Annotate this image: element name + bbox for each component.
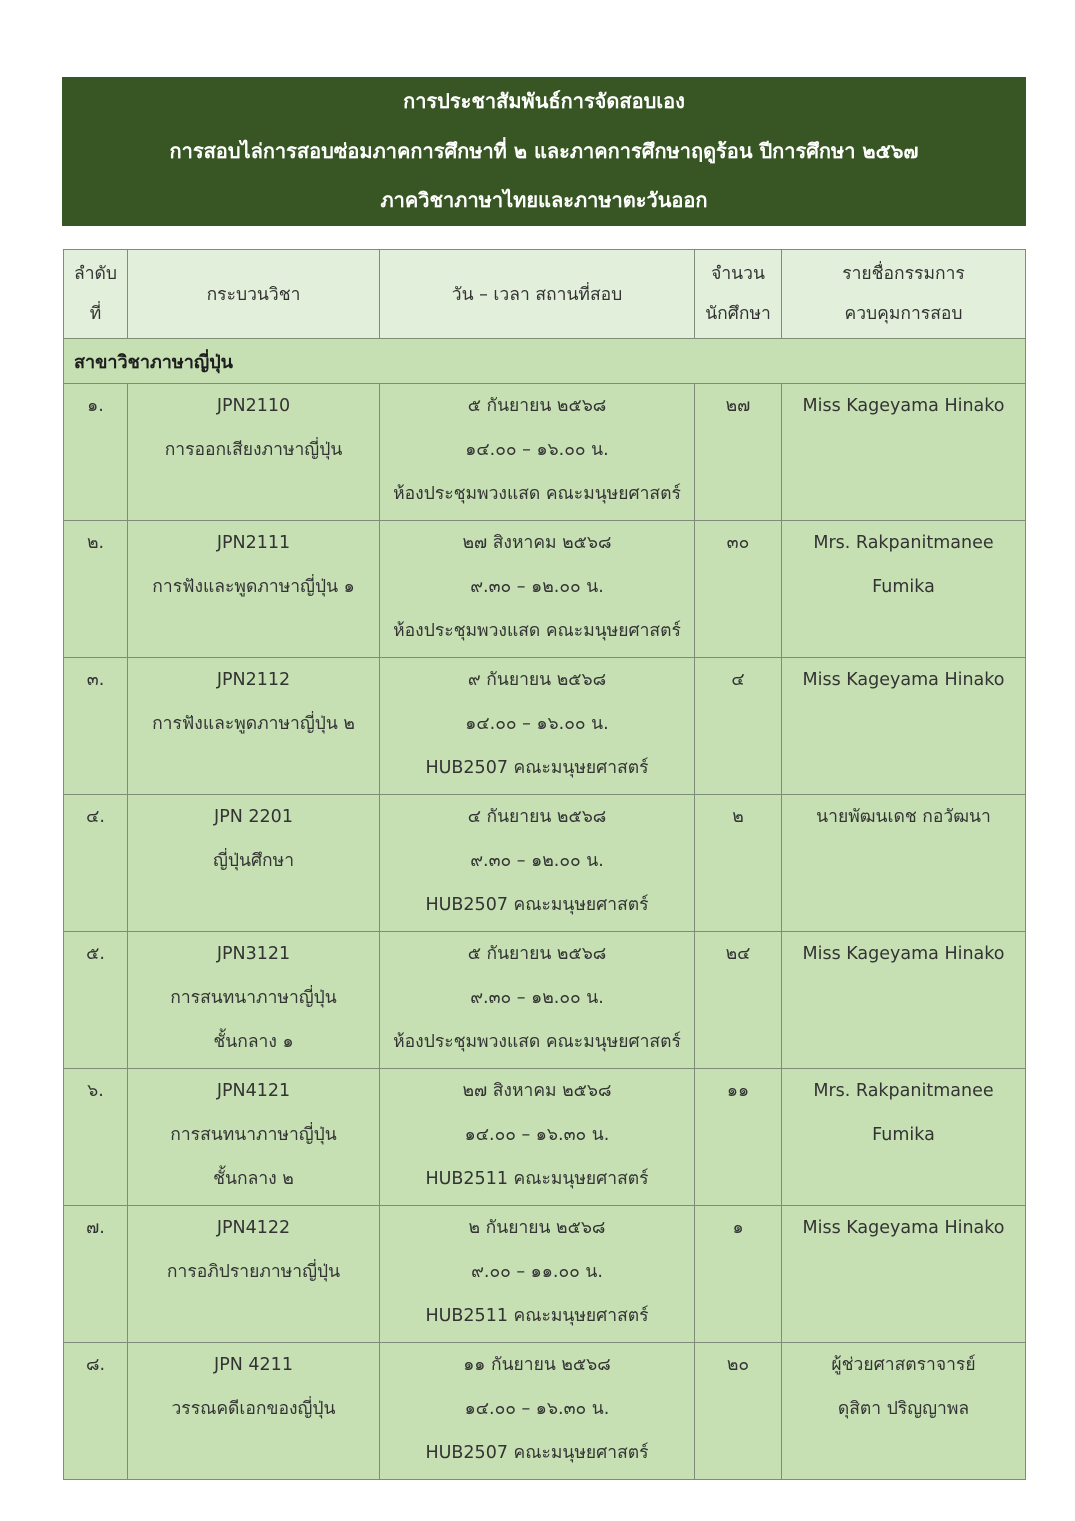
course-name-line2 [128, 1435, 379, 1479]
exam-place: HUB2511 คณะมนุษยศาสตร์ [425, 1306, 649, 1326]
column-header-datetime: วัน – เวลา สถานที่สอบ [380, 250, 695, 339]
course-name-line2 [128, 750, 379, 794]
datetime-cell [380, 384, 695, 521]
row-number-cell [64, 658, 128, 795]
column-header-committee-line2: ควบคุมการสอบ [844, 304, 963, 324]
course-name-line2 [128, 1298, 379, 1342]
row-number: ๒. [86, 533, 105, 553]
course-cell [128, 795, 380, 932]
exam-time: ๙.๓๐ – ๑๒.๐๐ น. [470, 851, 604, 871]
course-code: JPN 4211 [214, 1355, 293, 1375]
course-code: JPN 2201 [214, 807, 293, 827]
course-cell [128, 384, 380, 521]
column-header-no [64, 250, 128, 339]
exam-time: ๙.๓๐ – ๑๒.๐๐ น. [470, 988, 604, 1008]
course-name: การออกเสียงภาษาญี่ปุ่น [164, 440, 343, 460]
committee-cell [782, 1206, 1026, 1343]
exam-time: ๑๔.๐๐ – ๑๖.๐๐ น. [465, 714, 609, 734]
datetime-cell [380, 932, 695, 1069]
row-number: ๘. [85, 1355, 106, 1375]
datetime-cell [380, 658, 695, 795]
row-number-cell [64, 1206, 128, 1343]
committee-cell [782, 1343, 1026, 1480]
course-cell [128, 932, 380, 1069]
committee-cell [782, 932, 1026, 1069]
section-row [64, 339, 1026, 384]
header-department: ภาควิชาภาษาไทยและภาษาตะวันออก [380, 188, 708, 213]
committee-name-line2: Fumika [872, 577, 935, 597]
table-row [64, 521, 1026, 658]
course-code: JPN4122 [216, 1218, 291, 1238]
datetime-cell [380, 1343, 695, 1480]
course-cell [128, 1069, 380, 1206]
committee-name: Miss Kageyama Hinako [802, 396, 1005, 416]
exam-date: ๒๗ สิงหาคม ๒๕๖๘ [462, 1081, 612, 1101]
committee-name: Mrs. Rakpanitmanee [813, 533, 994, 553]
student-count: ๑๑ [726, 1081, 750, 1101]
row-number: ๓. [86, 670, 105, 690]
course-cell [128, 521, 380, 658]
column-header-students [695, 250, 782, 339]
course-name: การสนทนาภาษาญี่ปุ่น [170, 988, 337, 1008]
exam-place: HUB2511 คณะมนุษยศาสตร์ [425, 1169, 649, 1189]
students-cell [695, 932, 782, 1069]
student-count: ๒ [732, 807, 744, 827]
column-header-students-line1: จำนวน [711, 264, 765, 284]
row-number-cell [64, 521, 128, 658]
students-cell [695, 1206, 782, 1343]
course-name-line2 [128, 887, 379, 931]
course-code: JPN2112 [216, 670, 291, 690]
row-number: ๕. [86, 944, 105, 964]
course-cell [128, 658, 380, 795]
column-header-committee [782, 250, 1026, 339]
committee-name-line2 [782, 432, 1025, 476]
course-name-line2 [128, 613, 379, 657]
course-name-line2: ชั้นกลาง ๑ [213, 1032, 294, 1052]
course-name: ญี่ปุ่นศึกษา [212, 851, 295, 871]
committee-name: Mrs. Rakpanitmanee [813, 1081, 994, 1101]
exam-schedule-table [63, 249, 1026, 1480]
students-cell [695, 384, 782, 521]
column-header-course: กระบวนวิชา [128, 250, 380, 339]
row-number-cell [64, 384, 128, 521]
row-number: ๔. [86, 807, 105, 827]
row-number-cell [64, 1343, 128, 1480]
committee-cell [782, 658, 1026, 795]
column-header-committee-line1: รายชื่อกรรมการ [842, 264, 965, 284]
section-title: สาขาวิชาภาษาญี่ปุ่น [64, 339, 1026, 384]
committee-name: ผู้ช่วยศาสตราจารย์ [831, 1355, 976, 1375]
table-header-row [64, 250, 1026, 339]
course-code: JPN4121 [216, 1081, 291, 1101]
committee-name-line2 [782, 843, 1025, 887]
committee-cell [782, 795, 1026, 932]
exam-date: ๕ กันยายน ๒๕๖๘ [467, 944, 607, 964]
exam-date: ๔ กันยายน ๒๕๖๘ [467, 807, 607, 827]
exam-place: ห้องประชุมพวงแสด คณะมนุษยศาสตร์ [393, 1032, 681, 1052]
table-row [64, 1206, 1026, 1343]
exam-time: ๑๔.๐๐ – ๑๖.๓๐ น. [464, 1399, 610, 1419]
exam-place: HUB2507 คณะมนุษยศาสตร์ [425, 758, 649, 778]
exam-place: ห้องประชุมพวงแสด คณะมนุษยศาสตร์ [393, 484, 681, 504]
student-count: ๒๐ [726, 1355, 750, 1375]
students-cell [695, 795, 782, 932]
row-number: ๖. [87, 1081, 104, 1101]
table-row [64, 1069, 1026, 1206]
exam-time: ๑๔.๐๐ – ๑๖.๓๐ น. [464, 1125, 610, 1145]
row-number-cell [64, 932, 128, 1069]
students-cell [695, 1069, 782, 1206]
course-code: JPN2111 [216, 533, 291, 553]
course-name: การฟังและพูดภาษาญี่ปุ่น ๑ [152, 577, 355, 597]
exam-place: HUB2507 คณะมนุษยศาสตร์ [425, 895, 649, 915]
row-number: ๑. [87, 396, 104, 416]
row-number-cell [64, 795, 128, 932]
student-count: ๒๗ [725, 396, 751, 416]
row-number: ๗. [86, 1218, 105, 1238]
datetime-cell [380, 521, 695, 658]
course-name-line2 [128, 476, 379, 520]
header-title: การประชาสัมพันธ์การจัดสอบเอง [403, 89, 685, 113]
table-row [64, 658, 1026, 795]
exam-date: ๕ กันยายน ๒๕๖๘ [467, 396, 607, 416]
datetime-cell [380, 795, 695, 932]
students-cell [695, 1343, 782, 1480]
column-header-no-line2: ที่ [89, 304, 102, 324]
committee-name: Miss Kageyama Hinako [802, 944, 1005, 964]
course-name: การฟังและพูดภาษาญี่ปุ่น ๒ [152, 714, 355, 734]
row-number-cell [64, 1069, 128, 1206]
committee-name-line2 [782, 980, 1025, 1024]
table-row [64, 1343, 1026, 1480]
datetime-cell [380, 1069, 695, 1206]
committee-name-line2 [782, 706, 1025, 750]
header-subtitle: การสอบไล่การสอบซ่อมภาคการศึกษาที่ ๒ และภาคการศึกษาฤดูร้อน ปีการศึกษา ๒๕๖๗ [169, 138, 919, 163]
exam-time: ๙.๓๐ – ๑๒.๐๐ น. [470, 577, 604, 597]
exam-time: ๑๔.๐๐ – ๑๖.๐๐ น. [465, 440, 609, 460]
committee-cell [782, 1069, 1026, 1206]
students-cell [695, 658, 782, 795]
committee-name: Miss Kageyama Hinako [802, 1218, 1005, 1238]
table-row [64, 932, 1026, 1069]
table-row [64, 795, 1026, 932]
committee-cell [782, 384, 1026, 521]
student-count: ๔ [731, 670, 745, 690]
exam-time: ๙.๐๐ – ๑๑.๐๐ น. [471, 1262, 603, 1282]
table-row [64, 384, 1026, 521]
datetime-cell [380, 1206, 695, 1343]
exam-date: ๒๗ สิงหาคม ๒๕๖๘ [462, 533, 612, 553]
students-cell [695, 521, 782, 658]
course-code: JPN3121 [216, 944, 291, 964]
exam-place: ห้องประชุมพวงแสด คณะมนุษยศาสตร์ [393, 621, 681, 641]
committee-name-line2: ดุสิตา ปริญญาพล [837, 1399, 970, 1419]
announcement-header [62, 77, 1026, 226]
exam-place: HUB2507 คณะมนุษยศาสตร์ [425, 1443, 649, 1463]
student-count: ๑ [732, 1218, 744, 1238]
course-code: JPN2110 [216, 396, 291, 416]
exam-date: ๙ กันยายน ๒๕๖๘ [467, 670, 607, 690]
student-count: ๓๐ [726, 533, 750, 553]
course-name-line2: ชั้นกลาง ๒ [213, 1169, 294, 1189]
column-header-students-line2: นักศึกษา [705, 304, 771, 324]
course-name: การอภิปรายภาษาญี่ปุ่น [166, 1262, 341, 1282]
column-header-no-line1: ลำดับ [73, 264, 118, 284]
committee-cell [782, 521, 1026, 658]
course-cell [128, 1343, 380, 1480]
committee-name-line2: Fumika [872, 1125, 935, 1145]
student-count: ๒๔ [725, 944, 751, 964]
course-name: การสนทนาภาษาญี่ปุ่น [170, 1125, 337, 1145]
course-cell [128, 1206, 380, 1343]
exam-date: ๒ กันยายน ๒๕๖๘ [468, 1218, 606, 1238]
committee-name: นายพัฒนเดช กอวัฒนา [816, 807, 991, 827]
exam-date: ๑๑ กันยายน ๒๕๖๘ [463, 1355, 611, 1375]
committee-name: Miss Kageyama Hinako [802, 670, 1005, 690]
committee-name-line2 [782, 1254, 1025, 1298]
course-name: วรรณคดีเอกของญี่ปุ่น [171, 1399, 336, 1419]
